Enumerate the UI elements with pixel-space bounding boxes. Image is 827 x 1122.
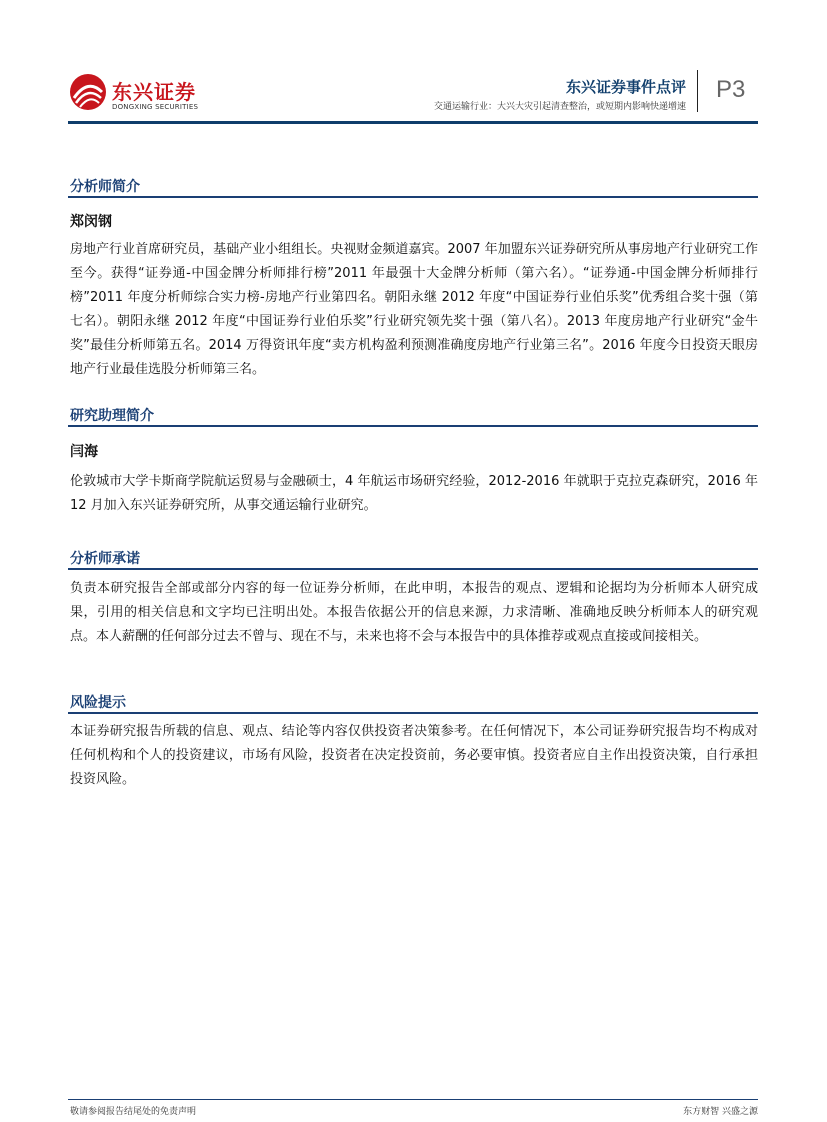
header-divider: [697, 70, 698, 112]
commitment-rule: [68, 568, 758, 570]
assistant-bio: 伦敦城市大学卡斯商学院航运贸易与金融硕士，4 年航运市场研究经验，2012-2016 年就职于克拉克森研究，2016 年 12 月加入东兴证券研究所，从事交通运输行业研究。: [70, 474, 758, 513]
footer-rule: [68, 1099, 758, 1100]
risk-text: 本证券研究报告所载的信息、观点、结论等内容仅供投资者决策参考。在任何情况下，本公司证券研究报告均不构成对任何机构和个人的投资建议，市场有风险，投资者在决定投资前，务必要审慎。投资者应自主作出投资决策，自行承担投资风险。: [70, 724, 758, 787]
assistant-name: 闫海: [70, 444, 98, 460]
page-number: P3: [716, 76, 746, 103]
report-type-title: 东兴证券事件点评: [565, 78, 686, 96]
logo-emblem-icon: [68, 72, 108, 112]
risk-heading: 风险提示: [70, 695, 126, 711]
page-header: [0, 0, 827, 130]
assistant-intro-heading: 研究助理简介: [70, 408, 154, 424]
commitment-text: 负责本研究报告全部或部分内容的每一位证券分析师，在此申明，本报告的观点、逻辑和论据均为分析师本人研究成果，引用的相关信息和文字均已注明出处。本报告依据公开的信息来源，力求清晰、准确地反映分析师本人的研究观点。本人薪酬的任何部分过去不曾与、现在不与，未来也将不会与本报告中的具体推荐或观点直接或间接相关。: [70, 581, 758, 644]
logo-text-cn: 东兴证券: [112, 80, 196, 104]
analyst-bio: 房地产行业首席研究员，基础产业小组组长。央视财金频道嘉宾。2007 年加盟东兴证券研究所从事房地产行业研究工作至今。获得“证券通-中国金牌分析师排行榜”2011 年最强十大金牌分析师（第六名）。“证券通-中国金牌分析师排行榜”2011 年度分析师综合实力榜-房地产行业第四名。朝阳永继 2012 年度“中国证券行业伯乐奖”优秀组合奖十强（第七名）。朝阳永继 2012 年度“中国证券行业伯乐奖”行业研究领先奖十强（第八名）。2013 年度房地产行业研究“金牛奖”最佳分析师第五名。2014 万得资讯年度“卖方机构盈利预测准确度房地产行业第三名”。2016 年度今日投资天眼房地产行业最佳选股分析师第三名。: [70, 242, 758, 377]
analyst-intro-heading: 分析师简介: [70, 179, 140, 195]
analyst-name: 郑闵钢: [70, 214, 112, 230]
report-subtitle: 交通运输行业：大兴大灾引起清查整治，或短期内影响快递增速: [433, 102, 686, 112]
risk-rule: [68, 712, 758, 714]
header-rule: [68, 121, 758, 124]
footer-slogan: 东方财智 兴盛之源: [683, 1107, 758, 1117]
footer-disclaimer-note: 敬请参阅报告结尾处的免责声明: [70, 1107, 197, 1117]
analyst-intro-rule: [68, 196, 758, 198]
company-logo: [68, 72, 208, 120]
assistant-intro-rule: [68, 425, 758, 427]
commitment-heading: 分析师承诺: [70, 551, 140, 567]
logo-text-en: DONGXING SECURITIES: [112, 103, 199, 111]
